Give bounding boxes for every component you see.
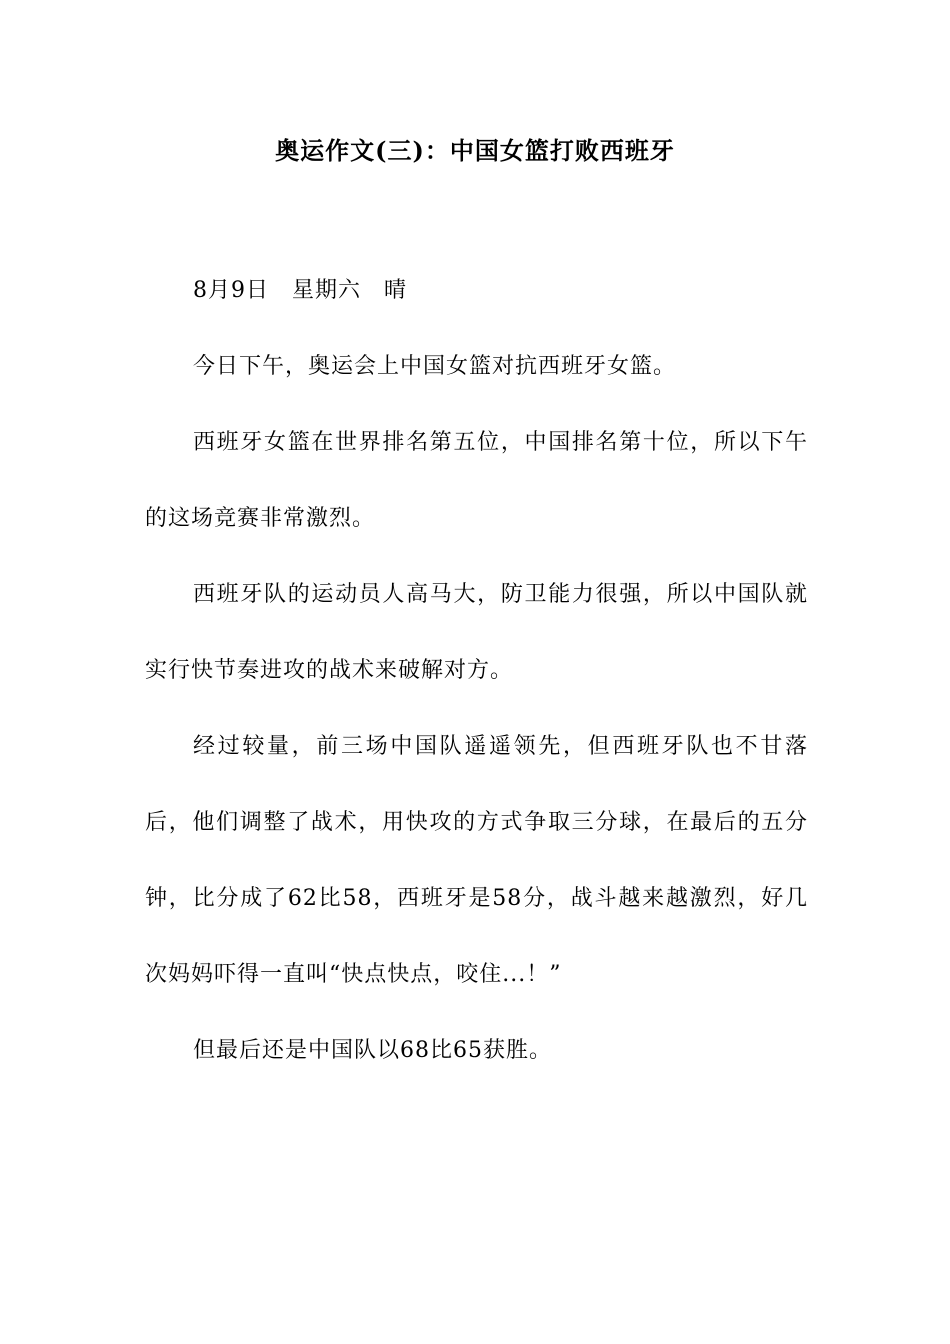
document-title: 奥运作文(三)：中国女篮打败西班牙 <box>275 136 675 165</box>
paragraph: 今日下午，奥运会上中国女篮对抗西班牙女篮。 <box>193 354 677 379</box>
paragraph: 但最后还是中国队以68比65获胜。 <box>193 1038 552 1063</box>
paragraph: 西班牙女篮在世界排名第五位，中国排名第十位，所以下午的这场竞赛非常激烈。 <box>145 430 808 531</box>
document-body <box>145 253 808 1089</box>
paragraph: 经过较量，前三场中国队遥遥领先，但西班牙队也不甘落后，他们调整了战术，用快攻的方式争取三分球，在最后的五分钟，比分成了62比58，西班牙是58分，战斗越来越激烈，好几次妈妈吓得一直叫“快点快点，咬住...！” <box>145 734 808 987</box>
date-weather-line: 8月9日 星期六 晴 <box>193 278 407 303</box>
paragraph: 西班牙队的运动员人高马大，防卫能力很强，所以中国队就实行快节奏进攻的战术来破解对方。 <box>145 582 808 683</box>
